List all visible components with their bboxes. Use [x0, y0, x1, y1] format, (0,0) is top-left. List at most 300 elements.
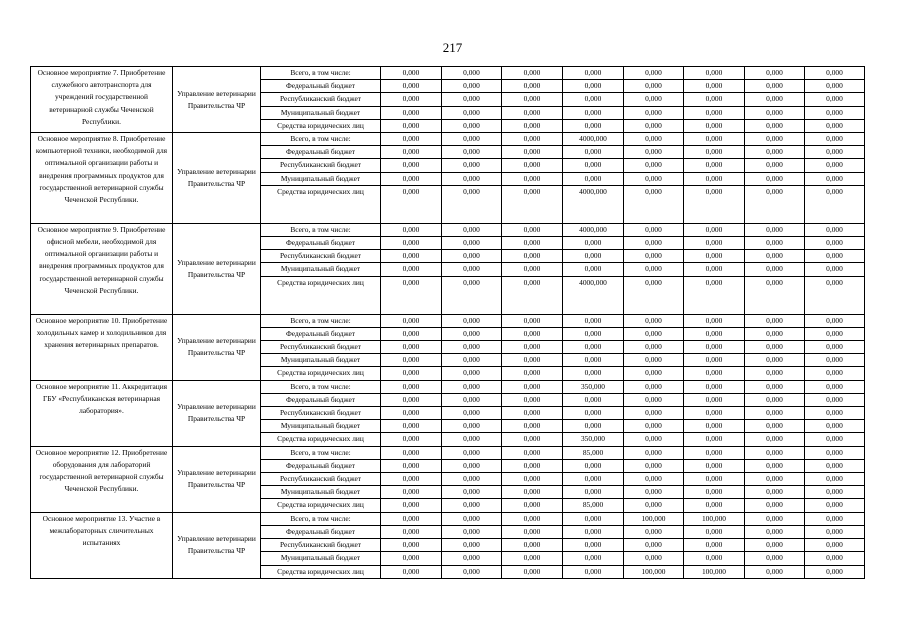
- value-cell: 85,000: [563, 499, 624, 512]
- value-cell: 0,000: [624, 393, 684, 406]
- value-cell: 0,000: [745, 446, 805, 459]
- value-cell: 0,000: [381, 354, 442, 367]
- value-cell: 0,000: [624, 473, 684, 486]
- value-cell: 0,000: [684, 276, 745, 314]
- funding-source-cell: Муниципальный бюджет: [261, 486, 381, 499]
- value-cell: 0,000: [684, 314, 745, 327]
- value-cell: 0,000: [563, 565, 624, 578]
- value-cell: 0,000: [745, 93, 805, 106]
- value-cell: 0,000: [563, 473, 624, 486]
- value-cell: 0,000: [805, 473, 865, 486]
- value-cell: 0,000: [381, 565, 442, 578]
- value-cell: 0,000: [624, 93, 684, 106]
- value-cell: 0,000: [745, 172, 805, 185]
- value-cell: 0,000: [563, 159, 624, 172]
- table-row: [31, 512, 865, 525]
- value-cell: 0,000: [805, 80, 865, 93]
- value-cell: 0,000: [381, 407, 442, 420]
- value-cell: 0,000: [442, 327, 502, 340]
- value-cell: 0,000: [502, 250, 563, 263]
- funding-source-cell: Средства юридических лиц: [261, 499, 381, 512]
- value-cell: 0,000: [745, 185, 805, 223]
- value-cell: 0,000: [745, 146, 805, 159]
- value-cell: 0,000: [745, 433, 805, 446]
- value-cell: 0,000: [381, 223, 442, 236]
- value-cell: 0,000: [381, 486, 442, 499]
- value-cell: 0,000: [442, 341, 502, 354]
- value-cell: 0,000: [745, 263, 805, 276]
- executor-cell: Управление ветеринарии Правительства ЧР: [173, 512, 261, 578]
- funding-source-cell: Муниципальный бюджет: [261, 172, 381, 185]
- value-cell: 100,000: [624, 512, 684, 525]
- value-cell: 0,000: [502, 459, 563, 472]
- value-cell: 0,000: [684, 486, 745, 499]
- value-cell: 350,000: [563, 433, 624, 446]
- value-cell: 0,000: [442, 250, 502, 263]
- value-cell: 0,000: [745, 486, 805, 499]
- value-cell: 0,000: [805, 67, 865, 80]
- value-cell: 0,000: [684, 499, 745, 512]
- value-cell: 0,000: [805, 380, 865, 393]
- value-cell: 0,000: [442, 159, 502, 172]
- value-cell: 0,000: [442, 263, 502, 276]
- value-cell: 0,000: [624, 380, 684, 393]
- value-cell: 0,000: [381, 93, 442, 106]
- value-cell: 0,000: [745, 223, 805, 236]
- value-cell: 0,000: [563, 486, 624, 499]
- value-cell: 0,000: [502, 146, 563, 159]
- funding-source-cell: Средства юридических лиц: [261, 276, 381, 314]
- value-cell: 0,000: [624, 106, 684, 119]
- value-cell: 0,000: [502, 539, 563, 552]
- table-row: [31, 380, 865, 393]
- value-cell: 0,000: [502, 433, 563, 446]
- value-cell: 0,000: [684, 133, 745, 146]
- funding-source-cell: Муниципальный бюджет: [261, 263, 381, 276]
- executor-cell: Управление ветеринарии Правительства ЧР: [173, 446, 261, 512]
- value-cell: 0,000: [624, 276, 684, 314]
- funding-source-cell: Всего, в том числе:: [261, 67, 381, 80]
- value-cell: 0,000: [381, 552, 442, 565]
- funding-source-cell: Федеральный бюджет: [261, 393, 381, 406]
- funding-source-cell: Всего, в том числе:: [261, 133, 381, 146]
- value-cell: 0,000: [442, 433, 502, 446]
- value-cell: 0,000: [381, 459, 442, 472]
- value-cell: 0,000: [502, 327, 563, 340]
- value-cell: 0,000: [442, 237, 502, 250]
- value-cell: 0,000: [381, 276, 442, 314]
- value-cell: 0,000: [502, 512, 563, 525]
- value-cell: 0,000: [624, 420, 684, 433]
- value-cell: 0,000: [563, 367, 624, 380]
- value-cell: 0,000: [563, 93, 624, 106]
- value-cell: 0,000: [805, 314, 865, 327]
- table-row: [31, 67, 865, 80]
- value-cell: 0,000: [805, 512, 865, 525]
- value-cell: 0,000: [381, 446, 442, 459]
- funding-source-cell: Всего, в том числе:: [261, 314, 381, 327]
- value-cell: 0,000: [502, 552, 563, 565]
- value-cell: 0,000: [502, 172, 563, 185]
- value-cell: 0,000: [805, 420, 865, 433]
- value-cell: 0,000: [805, 119, 865, 132]
- value-cell: 0,000: [381, 367, 442, 380]
- value-cell: 0,000: [624, 367, 684, 380]
- value-cell: 0,000: [684, 106, 745, 119]
- value-cell: 0,000: [381, 525, 442, 538]
- value-cell: 0,000: [381, 263, 442, 276]
- value-cell: 0,000: [745, 106, 805, 119]
- value-cell: 0,000: [502, 263, 563, 276]
- value-cell: 0,000: [442, 133, 502, 146]
- value-cell: 0,000: [624, 552, 684, 565]
- value-cell: 0,000: [502, 407, 563, 420]
- value-cell: 0,000: [502, 380, 563, 393]
- value-cell: 0,000: [442, 185, 502, 223]
- funding-source-cell: Республиканский бюджет: [261, 473, 381, 486]
- value-cell: 0,000: [563, 237, 624, 250]
- value-cell: 0,000: [745, 341, 805, 354]
- value-cell: 0,000: [684, 250, 745, 263]
- value-cell: 0,000: [745, 380, 805, 393]
- value-cell: 0,000: [502, 80, 563, 93]
- value-cell: 0,000: [624, 185, 684, 223]
- value-cell: 0,000: [381, 327, 442, 340]
- value-cell: 0,000: [684, 420, 745, 433]
- value-cell: 0,000: [624, 341, 684, 354]
- value-cell: 0,000: [563, 263, 624, 276]
- value-cell: 0,000: [684, 327, 745, 340]
- value-cell: 0,000: [624, 433, 684, 446]
- value-cell: 0,000: [805, 433, 865, 446]
- value-cell: 0,000: [745, 67, 805, 80]
- funding-source-cell: Республиканский бюджет: [261, 93, 381, 106]
- value-cell: 0,000: [745, 133, 805, 146]
- value-cell: 0,000: [624, 119, 684, 132]
- value-cell: 0,000: [684, 446, 745, 459]
- value-cell: 0,000: [745, 459, 805, 472]
- value-cell: 0,000: [381, 185, 442, 223]
- value-cell: 0,000: [502, 473, 563, 486]
- value-cell: 0,000: [381, 341, 442, 354]
- value-cell: 0,000: [745, 393, 805, 406]
- value-cell: 0,000: [502, 565, 563, 578]
- value-cell: 0,000: [805, 367, 865, 380]
- value-cell: 0,000: [684, 380, 745, 393]
- value-cell: 0,000: [745, 159, 805, 172]
- event-cell: Основное мероприятие 10. Приобретение холодильных камер и холодильников для хранения ветеринарных препаратов.: [31, 314, 173, 380]
- value-cell: 0,000: [805, 446, 865, 459]
- funding-source-cell: Федеральный бюджет: [261, 237, 381, 250]
- value-cell: 0,000: [624, 446, 684, 459]
- value-cell: 0,000: [805, 327, 865, 340]
- value-cell: 0,000: [745, 539, 805, 552]
- value-cell: 0,000: [684, 172, 745, 185]
- value-cell: 100,000: [684, 512, 745, 525]
- page-number: 217: [442, 40, 463, 55]
- value-cell: 0,000: [442, 380, 502, 393]
- value-cell: 0,000: [563, 552, 624, 565]
- value-cell: 0,000: [805, 407, 865, 420]
- executor-cell: Управление ветеринарии Правительства ЧР: [173, 67, 261, 133]
- funding-source-cell: Муниципальный бюджет: [261, 552, 381, 565]
- value-cell: 0,000: [624, 172, 684, 185]
- value-cell: 0,000: [381, 473, 442, 486]
- value-cell: 0,000: [745, 512, 805, 525]
- value-cell: 0,000: [502, 67, 563, 80]
- value-cell: 0,000: [502, 314, 563, 327]
- value-cell: 0,000: [624, 80, 684, 93]
- value-cell: 0,000: [442, 420, 502, 433]
- funding-source-cell: Федеральный бюджет: [261, 525, 381, 538]
- value-cell: 0,000: [805, 486, 865, 499]
- value-cell: 100,000: [684, 565, 745, 578]
- value-cell: 0,000: [684, 433, 745, 446]
- value-cell: 0,000: [624, 223, 684, 236]
- value-cell: 0,000: [563, 327, 624, 340]
- executor-cell: Управление ветеринарии Правительства ЧР: [173, 133, 261, 224]
- funding-source-cell: Республиканский бюджет: [261, 159, 381, 172]
- value-cell: 0,000: [563, 119, 624, 132]
- table-row: [31, 446, 865, 459]
- value-cell: 0,000: [381, 499, 442, 512]
- value-cell: 0,000: [684, 67, 745, 80]
- table-row: [31, 133, 865, 146]
- table-row: [31, 314, 865, 327]
- funding-source-cell: Всего, в том числе:: [261, 223, 381, 236]
- event-cell: Основное мероприятие 8. Приобретение компьютерной техники, необходимой для оптимальной организации работы и внедрения программных продуктов для государственной ветеринарной службы Чеченской Республики.: [31, 133, 173, 224]
- funding-source-cell: Муниципальный бюджет: [261, 420, 381, 433]
- value-cell: 85,000: [563, 446, 624, 459]
- value-cell: 0,000: [805, 525, 865, 538]
- value-cell: 0,000: [442, 446, 502, 459]
- value-cell: 0,000: [563, 459, 624, 472]
- value-cell: 0,000: [442, 223, 502, 236]
- value-cell: 0,000: [624, 486, 684, 499]
- funding-source-cell: Средства юридических лиц: [261, 367, 381, 380]
- event-cell: Основное мероприятие 11. Аккредитация ГБУ «Республиканская ветеринарная лаборатория».: [31, 380, 173, 446]
- value-cell: 0,000: [442, 486, 502, 499]
- funding-source-cell: Средства юридических лиц: [261, 185, 381, 223]
- value-cell: 0,000: [805, 237, 865, 250]
- value-cell: 0,000: [684, 80, 745, 93]
- funding-source-cell: Средства юридических лиц: [261, 433, 381, 446]
- value-cell: 0,000: [442, 565, 502, 578]
- value-cell: 0,000: [805, 341, 865, 354]
- value-cell: 0,000: [684, 341, 745, 354]
- value-cell: 0,000: [563, 407, 624, 420]
- funding-source-cell: Всего, в том числе:: [261, 512, 381, 525]
- value-cell: 0,000: [805, 393, 865, 406]
- value-cell: 0,000: [442, 393, 502, 406]
- value-cell: 0,000: [745, 314, 805, 327]
- value-cell: 0,000: [502, 420, 563, 433]
- value-cell: 0,000: [805, 354, 865, 367]
- value-cell: 0,000: [381, 106, 442, 119]
- value-cell: 0,000: [442, 499, 502, 512]
- value-cell: 0,000: [563, 146, 624, 159]
- value-cell: 0,000: [442, 119, 502, 132]
- value-cell: 0,000: [381, 67, 442, 80]
- value-cell: 0,000: [381, 393, 442, 406]
- funding-source-cell: Муниципальный бюджет: [261, 354, 381, 367]
- value-cell: 0,000: [381, 237, 442, 250]
- value-cell: 0,000: [442, 80, 502, 93]
- value-cell: 0,000: [502, 446, 563, 459]
- value-cell: 0,000: [502, 185, 563, 223]
- value-cell: 0,000: [502, 223, 563, 236]
- value-cell: 0,000: [381, 314, 442, 327]
- value-cell: 0,000: [684, 146, 745, 159]
- value-cell: 0,000: [805, 263, 865, 276]
- value-cell: 0,000: [684, 119, 745, 132]
- executor-cell: Управление ветеринарии Правительства ЧР: [173, 314, 261, 380]
- value-cell: 4000,000: [563, 185, 624, 223]
- value-cell: 0,000: [381, 433, 442, 446]
- value-cell: 100,000: [624, 565, 684, 578]
- funding-source-cell: Республиканский бюджет: [261, 250, 381, 263]
- value-cell: 0,000: [381, 172, 442, 185]
- value-cell: 0,000: [805, 159, 865, 172]
- event-cell: Основное мероприятие 7. Приобретение служебного автотранспорта для учреждений государственной ветеринарной службы Чеченской Республики.: [31, 67, 173, 133]
- value-cell: 0,000: [563, 106, 624, 119]
- value-cell: 0,000: [563, 354, 624, 367]
- value-cell: 0,000: [442, 367, 502, 380]
- value-cell: 0,000: [805, 552, 865, 565]
- value-cell: 0,000: [745, 473, 805, 486]
- value-cell: 0,000: [442, 539, 502, 552]
- value-cell: 0,000: [502, 93, 563, 106]
- value-cell: 0,000: [563, 67, 624, 80]
- value-cell: 0,000: [624, 354, 684, 367]
- funding-source-cell: Муниципальный бюджет: [261, 106, 381, 119]
- value-cell: 0,000: [502, 393, 563, 406]
- value-cell: 0,000: [745, 276, 805, 314]
- value-cell: 0,000: [442, 276, 502, 314]
- value-cell: 0,000: [624, 499, 684, 512]
- table-row: [31, 223, 865, 236]
- value-cell: 0,000: [805, 223, 865, 236]
- value-cell: 0,000: [381, 250, 442, 263]
- value-cell: 0,000: [684, 552, 745, 565]
- value-cell: 0,000: [442, 407, 502, 420]
- funding-source-cell: Федеральный бюджет: [261, 327, 381, 340]
- funding-source-cell: Средства юридических лиц: [261, 565, 381, 578]
- value-cell: 0,000: [563, 525, 624, 538]
- value-cell: 0,000: [684, 539, 745, 552]
- value-cell: 0,000: [624, 146, 684, 159]
- value-cell: 0,000: [624, 539, 684, 552]
- value-cell: 0,000: [805, 172, 865, 185]
- funding-source-cell: Республиканский бюджет: [261, 539, 381, 552]
- value-cell: 0,000: [684, 159, 745, 172]
- value-cell: 0,000: [805, 499, 865, 512]
- value-cell: 0,000: [442, 354, 502, 367]
- value-cell: 0,000: [563, 420, 624, 433]
- funding-source-cell: Федеральный бюджет: [261, 146, 381, 159]
- value-cell: 0,000: [624, 237, 684, 250]
- funding-source-cell: Республиканский бюджет: [261, 341, 381, 354]
- value-cell: 0,000: [502, 133, 563, 146]
- value-cell: 0,000: [442, 146, 502, 159]
- funding-source-cell: Всего, в том числе:: [261, 380, 381, 393]
- executor-cell: Управление ветеринарии Правительства ЧР: [173, 223, 261, 314]
- value-cell: 0,000: [745, 565, 805, 578]
- value-cell: 0,000: [805, 276, 865, 314]
- budget-table: [30, 66, 865, 579]
- value-cell: 0,000: [502, 276, 563, 314]
- value-cell: 0,000: [381, 380, 442, 393]
- value-cell: 0,000: [624, 250, 684, 263]
- value-cell: 0,000: [502, 159, 563, 172]
- value-cell: 0,000: [442, 314, 502, 327]
- value-cell: 0,000: [624, 67, 684, 80]
- value-cell: 0,000: [684, 223, 745, 236]
- value-cell: 0,000: [381, 159, 442, 172]
- event-cell: Основное мероприятие 12. Приобретение оборудования для лабораторий государственной ветеринарной службы Чеченской Республики.: [31, 446, 173, 512]
- value-cell: 0,000: [381, 133, 442, 146]
- value-cell: 0,000: [563, 172, 624, 185]
- value-cell: 0,000: [624, 159, 684, 172]
- event-cell: Основное мероприятие 13. Участие в межлабораторных сличительных испытаниях: [31, 512, 173, 578]
- value-cell: 0,000: [624, 133, 684, 146]
- value-cell: 0,000: [805, 459, 865, 472]
- value-cell: 0,000: [684, 367, 745, 380]
- value-cell: 4000,000: [563, 133, 624, 146]
- value-cell: 0,000: [745, 80, 805, 93]
- value-cell: 0,000: [684, 354, 745, 367]
- value-cell: 0,000: [563, 512, 624, 525]
- funding-source-cell: Всего, в том числе:: [261, 446, 381, 459]
- value-cell: 0,000: [805, 185, 865, 223]
- value-cell: 0,000: [563, 314, 624, 327]
- value-cell: 0,000: [684, 473, 745, 486]
- funding-source-cell: Федеральный бюджет: [261, 80, 381, 93]
- value-cell: 0,000: [442, 512, 502, 525]
- value-cell: 0,000: [381, 420, 442, 433]
- value-cell: 0,000: [745, 420, 805, 433]
- value-cell: 0,000: [745, 552, 805, 565]
- value-cell: 0,000: [563, 393, 624, 406]
- value-cell: 0,000: [805, 93, 865, 106]
- value-cell: 0,000: [745, 354, 805, 367]
- value-cell: 0,000: [563, 250, 624, 263]
- value-cell: 0,000: [563, 80, 624, 93]
- value-cell: 0,000: [745, 525, 805, 538]
- value-cell: 0,000: [745, 327, 805, 340]
- value-cell: 0,000: [442, 552, 502, 565]
- executor-cell: Управление ветеринарии Правительства ЧР: [173, 380, 261, 446]
- value-cell: 0,000: [442, 106, 502, 119]
- value-cell: 0,000: [805, 539, 865, 552]
- value-cell: 0,000: [684, 237, 745, 250]
- value-cell: 0,000: [442, 93, 502, 106]
- value-cell: 0,000: [502, 486, 563, 499]
- value-cell: 350,000: [563, 380, 624, 393]
- value-cell: 0,000: [502, 367, 563, 380]
- funding-source-cell: Средства юридических лиц: [261, 119, 381, 132]
- event-cell: Основное мероприятие 9. Приобретение офисной мебели, необходимой для оптимальной организации работы и внедрения программных продуктов для государственной ветеринарной службы Чеченской Республики.: [31, 223, 173, 314]
- value-cell: 0,000: [745, 237, 805, 250]
- value-cell: 0,000: [624, 314, 684, 327]
- value-cell: 0,000: [624, 525, 684, 538]
- value-cell: 0,000: [442, 459, 502, 472]
- value-cell: 0,000: [381, 512, 442, 525]
- value-cell: 0,000: [684, 525, 745, 538]
- value-cell: 0,000: [502, 119, 563, 132]
- value-cell: 4000,000: [563, 276, 624, 314]
- value-cell: 0,000: [502, 106, 563, 119]
